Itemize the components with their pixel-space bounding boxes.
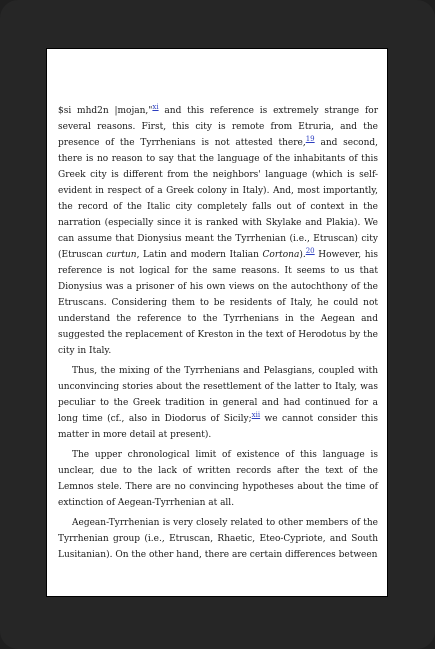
book-page[interactable] [46, 48, 388, 597]
text-run: Aegean-Tyrrhenian is very closely related to other members of the Tyrrhenian group (i.e., Etruscan, Rhaetic, Eteo-Cypriote, and South Lusitanian). On the other hand, there are certain differences between [58, 518, 378, 560]
text-run: ). [299, 250, 306, 260]
text-run: Thus, the mixing of the Tyrrhenians and Pelasgians, coupled with unconvincing stories about the resettlement of the latter to Italy, was peculiar to the Greek tradition in general and had continued for a long time (cf., also in Diodorus of Sicily; [58, 366, 378, 424]
paragraph-2 [58, 363, 378, 443]
text-run: $si mhd2n |mojan," [58, 106, 153, 116]
paragraph-1 [58, 103, 378, 359]
italic-term: Cortona [262, 250, 300, 260]
footnote-link[interactable]: 19 [305, 135, 315, 143]
page-text [58, 103, 378, 567]
paragraph-4 [58, 515, 378, 563]
italic-term: curtun [106, 250, 137, 260]
footnote-link[interactable]: 20 [305, 247, 315, 255]
paragraph-3 [58, 447, 378, 511]
footnote-link[interactable]: xi [152, 103, 159, 111]
footnote-link[interactable]: xii [251, 411, 261, 419]
text-run: and second, there is no reason to say that the language of the inhabitants of this Greek city is different from the neighbors' language (which is self-evident in respect of a Greek colony in Italy). And, most importantly, the record of the Italic city completely falls out of context in the narration (especially since it is ranked with Skylake and Plakia). We can assume that Dionysius meant the Tyrrhenian (i.e., Etruscan) city (Etruscan [58, 138, 379, 260]
text-run: we cannot consider this matter in more detail at present). [58, 414, 378, 440]
text-run: However, his reference is not logical for the same reasons. It seems to us that Dionysius was a prisoner of his own views on the autochthony of the Etruscans. Considering them to be residents of Italy, he could not understand the reference to the Tyrrhenians in the Aegean and suggested the replacement of Kreston in the text of Herodotus by the city in Italy. [58, 250, 378, 356]
text-run: The upper chronological limit of existence of this language is unclear, due to the lack of written records after the text of the Lemnos stele. There are no convincing hypotheses about the time of extinction of Aegean-Tyrrhenian at all. [58, 450, 378, 508]
text-run: , Latin and modern Italian [136, 250, 263, 260]
text-run: and this reference is extremely strange for several reasons. First, this city is remote from Etruria, and the presence of the Tyrrhenians is not attested there, [58, 106, 378, 148]
